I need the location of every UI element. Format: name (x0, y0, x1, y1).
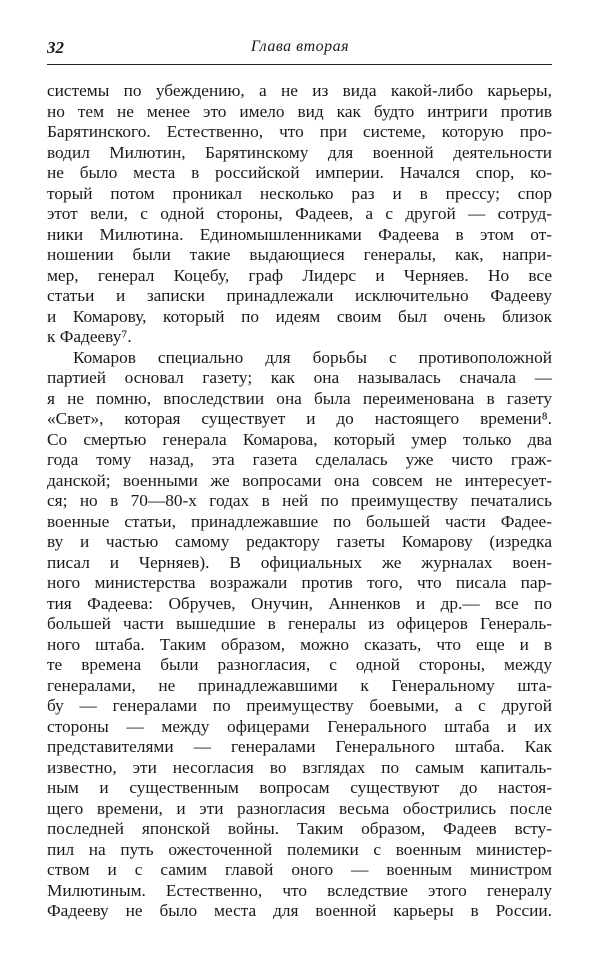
page-number: 32 (47, 38, 64, 57)
text-line: Барятинского. Естественно, что при системе, которую про- (47, 122, 552, 141)
text-line: ву и частью самому редактору газеты Комарову (изредка (47, 532, 552, 551)
text-line: этот вели, с одной стороны, Фадеев, а с другой — сотруд- (47, 204, 552, 223)
text-line: не было места в российской империи. Начался спор, ко- (47, 163, 552, 182)
text-line: ством и с самим главой оного — военным министром (47, 860, 552, 879)
text-line: ного штаба. Таким образом, можно сказать, что еще и в (47, 634, 552, 654)
page-body-text (47, 81, 552, 922)
text-line: писал и Черняев). В официальных же журналах воен- (47, 552, 552, 572)
text-line: к Фадееву⁷. (47, 327, 132, 346)
text-line: водил Милютин, Барятинскому для военной деятельности (47, 142, 552, 162)
text-line: ники Милютина. Единомышленниками Фадеева в этом от- (47, 224, 552, 244)
text-line: большей части вышедшие в генералы из офицеров Генераль- (47, 614, 552, 633)
text-line: Со смертью генерала Комарова, который умер только два (47, 429, 552, 449)
header-rule (47, 64, 552, 65)
text-line: ношении были такие выдающиеся генералы, как, напри- (47, 245, 552, 264)
text-line: года тому назад, эта газета сделалась уже чисто граж- (47, 450, 552, 469)
text-line: генералами, не принадлежавшими к Генеральному шта- (47, 675, 552, 695)
text-line: мер, генерал Коцебу, граф Лидерс и Черняев. Но все (47, 265, 552, 285)
text-line: пил на путь ожесточенной полемики с военным министер- (47, 839, 552, 859)
text-line: партией основал газету; как она называлась сначала — (47, 368, 552, 387)
text-line: ся; но в 70—80-х годах в ней по преимуществу печатались (47, 491, 552, 510)
text-line: известно, эти несогласия во взглядах по самым капиталь- (47, 757, 552, 777)
text-line: статьи и записки принадлежали исключительно Фадееву (47, 286, 552, 305)
text-line: щего времени, и эти разногласия весьма обострились после (47, 798, 552, 818)
text-line: Комаров специально для борьбы с противоположной (73, 347, 552, 367)
running-head-chapter-title: Глава вторая (250, 38, 350, 55)
text-line: ным и существенным вопросам существуют до настоя- (47, 778, 552, 797)
text-line: тия Фадеева: Обручев, Онучин, Анненков и др.— все по (47, 593, 552, 613)
text-line: последней японской войны. Таким образом, Фадеев всту- (47, 819, 552, 838)
text-line: бу — генералами по преимуществу боевыми, а с другой (47, 696, 552, 715)
text-line: «Свет», которая существует и до настоящего времени⁸. (47, 409, 552, 428)
text-line: и Комарову, который по идеям своим был очень близок (47, 306, 552, 326)
text-line: я не помню, впоследствии она была переименована в газету (47, 388, 552, 408)
text-line: торый потом проникал несколько раз и в прессу; спор (47, 183, 552, 203)
text-line: те времена были разногласия, с одной стороны, между (47, 655, 552, 674)
text-line: системы по убеждению, а не из вида какой-либо карьеры, (47, 81, 552, 100)
text-line: военные статьи, принадлежавшие по большей части Фадее- (47, 511, 552, 531)
text-line: ного министерства возражали против того, что писала пар- (47, 573, 552, 592)
text-line: данской; военными же вопросами она совсем не интересует- (47, 470, 552, 490)
text-line: представителями — генералами Генерального штаба. Как (47, 737, 552, 756)
text-line: стороны — между офицерами Генерального штаба и их (47, 716, 552, 736)
text-line: но тем не менее это имело вид как будто интриги против (47, 101, 552, 121)
text-line: Фадееву не было места для военной карьеры в России. (47, 901, 552, 920)
text-line: Милютиным. Естественно, что вследствие этого генералу (47, 880, 552, 900)
